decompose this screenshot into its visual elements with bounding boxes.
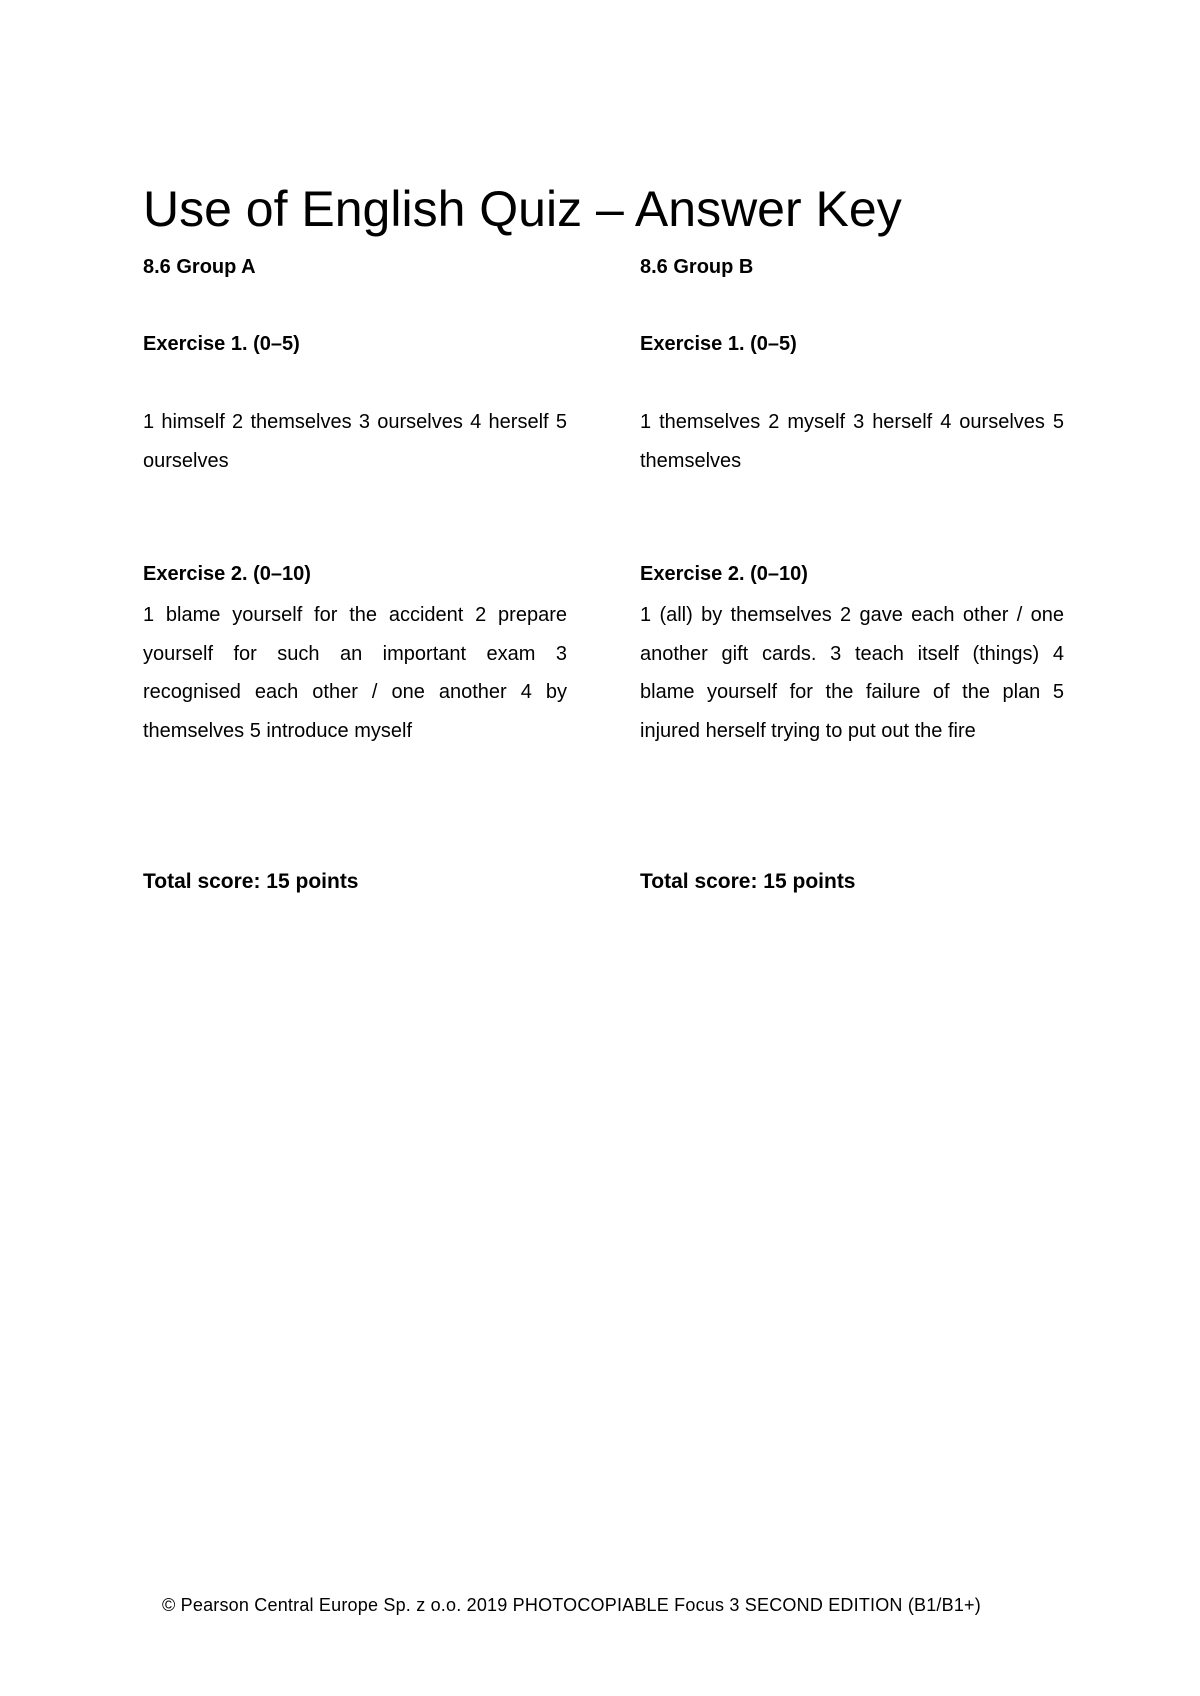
group-a-total-score: Total score: 15 points	[143, 870, 359, 893]
group-a-exercise-1-answers: 1 himself 2 themselves 3 ourselves 4 herself 5 ourselves	[143, 411, 567, 472]
group-a-exercise-1-heading: Exercise 1. (0–5)	[143, 333, 300, 355]
group-b-total-score: Total score: 15 points	[640, 870, 856, 893]
page-title: Use of English Quiz – Answer Key	[143, 180, 902, 237]
group-b-exercise-1-answers: 1 themselves 2 myself 3 herself 4 ourselves 5 themselves	[640, 411, 1064, 472]
group-b-exercise-2-heading: Exercise 2. (0–10)	[640, 563, 808, 585]
group-b-exercise-1-heading: Exercise 1. (0–5)	[640, 333, 797, 355]
group-a-exercise-2-heading: Exercise 2. (0–10)	[143, 563, 311, 585]
group-a-heading: 8.6 Group A	[143, 256, 256, 278]
group-a-exercise-2-answers: 1 blame yourself for the accident 2 prepare yourself for such an important exam 3 recognised each other / one another 4 by themselves 5 introduce myself	[143, 604, 567, 742]
group-b-heading: 8.6 Group B	[640, 256, 754, 278]
copyright-footer: © Pearson Central Europe Sp. z o.o. 2019 PHOTOCOPIABLE Focus 3 SECOND EDITION (B1/B1+)	[162, 1595, 981, 1615]
group-b-exercise-2-answers: 1 (all) by themselves 2 gave each other / one another gift cards. 3 teach itself (things) 4 blame yourself for the failure of the plan 5 injured herself trying to put out the fire	[640, 604, 1064, 742]
